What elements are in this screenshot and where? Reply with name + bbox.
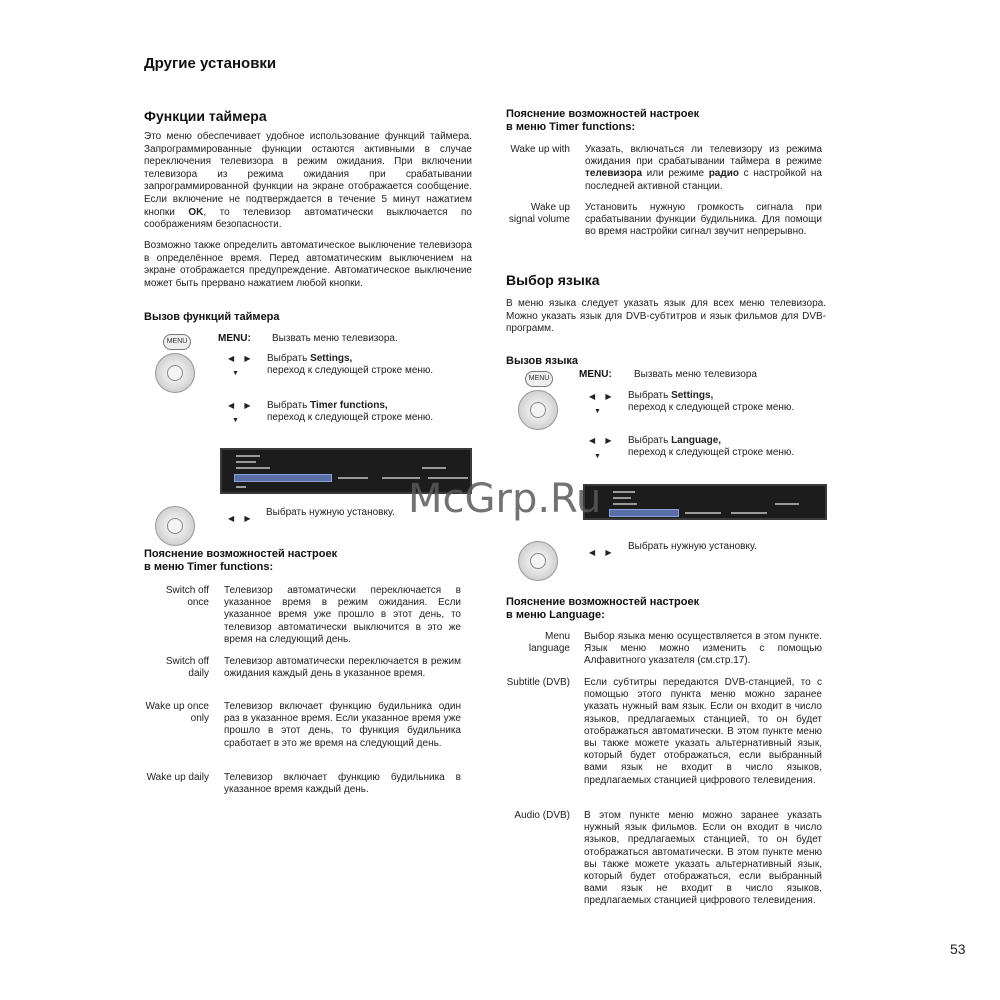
desc-wake-with bbox=[585, 144, 822, 193]
step-choose: Выбрать нужную установку. bbox=[266, 507, 395, 518]
language-heading: Выбор языка bbox=[506, 272, 600, 288]
timer-explain-heading-2: в меню Timer functions: bbox=[144, 561, 274, 573]
down-arrow-icon: ▼ bbox=[594, 453, 605, 460]
step-timer bbox=[267, 400, 449, 424]
left-right-arrows-icon: ◀ ▶ bbox=[228, 354, 255, 363]
step-timer-bold: Timer functions, bbox=[310, 400, 388, 411]
desc-wake-daily: Телевизор включает функцию будильника в указанное время каждый день. bbox=[224, 772, 461, 796]
term-wake-daily: Wake up daily bbox=[146, 772, 209, 783]
term-audio: Audio (DVB) bbox=[514, 810, 570, 821]
timer-explain-heading-1: Пояснение возможностей настроек bbox=[144, 548, 338, 560]
down-arrow-icon: ▼ bbox=[232, 417, 243, 424]
language-intro: В меню языка следует указать язык для всех меню телевизора. Можно указать язык для DVB-субтитров и язык фильмов для DVB-программ. bbox=[506, 298, 826, 335]
language-call-heading: Вызов языка bbox=[506, 355, 578, 367]
term-wake-once: Wake up once only bbox=[145, 701, 209, 725]
term-switch-off-daily: Switch off daily bbox=[165, 656, 209, 680]
menu-action: Вызвать меню телевизора. bbox=[272, 333, 398, 344]
menu-key-label: MENU: bbox=[218, 333, 251, 344]
step-settings-rest: переход к следующей строке меню. bbox=[628, 402, 795, 414]
desc-subtitle: Если субтитры передаются DVB-станцией, то с помощью этого пункта меню можно заранее указать нужный вам язык. Если он входит в число языков, предлагаемых станцией, то он будет отображаться автоматически. В этом пункте меню вы также можете указать альтернативный язык, который будет отображаться, если выбранный вами язык не входит в число языков, предлагаемых станцией цифрового телевидения. bbox=[584, 677, 822, 786]
step-settings-pre: Выбрать bbox=[267, 353, 311, 364]
wake-with-radio: радио bbox=[708, 168, 739, 180]
timer-intro-text: Это меню обеспечивает удобное использование функций таймера. Запрограммированные функции остаются активными в случае переключения телевизора в режим ожидания. При включении телевизора из режима ожидания при срабатывании запрограммированной функции на экране отображается сообщение. Если включение не подтверждается в течение 5 минут нажатием кнопки bbox=[144, 131, 472, 218]
menu-button-icon: MENU bbox=[525, 371, 553, 387]
step-language-rest: переход к следующей строке меню. bbox=[628, 447, 795, 459]
left-right-arrows-icon: ◀ ▶ bbox=[228, 401, 255, 410]
timer-intro-p2: Возможно также определить автоматическое выключение телевизора в определённое время. Перед автоматическим выключением на экране отображается предупреждение. Автоматическое выключение может быть прервано нажатием любой кнопки. bbox=[144, 240, 472, 289]
timer-explain-heading bbox=[144, 548, 337, 574]
term-menu-language: Menu language bbox=[528, 631, 570, 655]
menu-action: Вызвать меню телевизора bbox=[634, 369, 757, 380]
step-settings-pre: Выбрать bbox=[628, 390, 672, 401]
step-timer-rest: переход к следующей строке меню. bbox=[267, 412, 434, 424]
desc-menu-language: Выбор языка меню осуществляется в этом пункте. Язык меню можно изменить с помощью Алфавитного указателя (см.стр.17). bbox=[584, 631, 822, 667]
wake-with-text-1: Указать, включаться ли телевизору из режима ожидания при срабатывании таймера в режиме bbox=[585, 144, 822, 168]
menu-key-label: MENU: bbox=[579, 369, 612, 380]
step-settings-bold: Settings, bbox=[310, 353, 353, 364]
wake-with-tv: телевизора bbox=[585, 168, 643, 180]
right-explain-heading-2: в меню Timer functions: bbox=[506, 121, 636, 133]
lang-explain-heading-2: в меню Language: bbox=[506, 609, 605, 621]
lang-explain-heading-1: Пояснение возможностей настроек bbox=[506, 596, 700, 608]
remote-dpad-icon bbox=[155, 506, 195, 546]
timer-intro-p1 bbox=[144, 131, 472, 232]
timer-explain-heading-right bbox=[506, 108, 699, 134]
timer-intro-end: , то телевизор автоматически выключается по соображениям безопасности. bbox=[144, 206, 472, 231]
left-right-arrows-icon: ◀ ▶ bbox=[228, 514, 255, 523]
remote-dpad-icon bbox=[155, 353, 195, 393]
wake-with-text-2: с настройкой на последней активной станции. bbox=[585, 168, 822, 192]
step-settings-right bbox=[628, 390, 810, 414]
term-switch-off-once: Switch off once bbox=[165, 585, 209, 609]
step-language-bold: Language, bbox=[671, 435, 722, 446]
desc-wake-volume: Установить нужную громкость сигнала при срабатывании функции будильника. Для помощи во время настройки сигнал звучит непрерывно. bbox=[585, 202, 822, 238]
left-right-arrows-icon: ◀ ▶ bbox=[589, 436, 616, 445]
step-settings-rest: переход к следующей строке меню. bbox=[267, 365, 434, 377]
step-settings-bold: Settings, bbox=[671, 390, 714, 401]
down-arrow-icon: ▼ bbox=[594, 408, 605, 415]
desc-wake-once: Телевизор включает функцию будильника один раз в указанное время. Если указанное время уже прошло в этот день, то функция будильника сработает в это же время на следующий день. bbox=[224, 701, 461, 749]
step-choose-right: Выбрать нужную установку. bbox=[628, 541, 757, 552]
remote-dpad-icon bbox=[518, 390, 558, 430]
language-explain-heading bbox=[506, 596, 699, 622]
term-wake-with: Wake up with bbox=[510, 144, 570, 155]
step-language bbox=[628, 435, 810, 459]
page-title: Другие установки bbox=[144, 55, 277, 72]
watermark-text: McGrp.Ru bbox=[408, 476, 602, 522]
desc-switch-off-once: Телевизор автоматически переключается в указанное время в режим ожидания. Если указанное время уже прошло в этот день, то телевизор автоматически выключится в это же время на следующий день. bbox=[224, 585, 461, 645]
timer-heading: Функции таймера bbox=[144, 108, 267, 124]
remote-dpad-icon bbox=[518, 541, 558, 581]
right-explain-heading-1: Пояснение возможностей настроек bbox=[506, 108, 700, 120]
step-settings bbox=[267, 353, 449, 377]
down-arrow-icon: ▼ bbox=[232, 370, 243, 377]
wake-with-mid: или режиме bbox=[642, 168, 709, 180]
term-wake-volume: Wake up signal volume bbox=[508, 202, 570, 226]
page-number: 53 bbox=[950, 941, 966, 957]
menu-button-icon: MENU bbox=[163, 334, 191, 350]
tv-menu-screenshot-language bbox=[583, 484, 827, 520]
step-timer-pre: Выбрать bbox=[267, 400, 311, 411]
desc-switch-off-daily: Телевизор автоматически переключается в режим ожидания каждый день в указанное время. bbox=[224, 656, 461, 680]
timer-call-heading: Вызов функций таймера bbox=[144, 311, 280, 323]
left-right-arrows-icon: ◀ ▶ bbox=[589, 392, 616, 401]
term-subtitle: Subtitle (DVB) bbox=[506, 677, 570, 688]
desc-audio: В этом пункте меню можно заранее указать нужный язык фильмов. Если он входит в число языков, предлагаемых станцией, то он будет отображаться автоматически. В этом пункте меню вы также можете указать альтернативный язык, который будет отображаться, если выбранный вами язык не входит в число языков, предлагаемых станцией цифрового телевидения. bbox=[584, 810, 822, 907]
step-language-pre: Выбрать bbox=[628, 435, 672, 446]
ok-key: OK bbox=[188, 206, 204, 218]
left-right-arrows-icon: ◀ ▶ bbox=[589, 548, 616, 557]
